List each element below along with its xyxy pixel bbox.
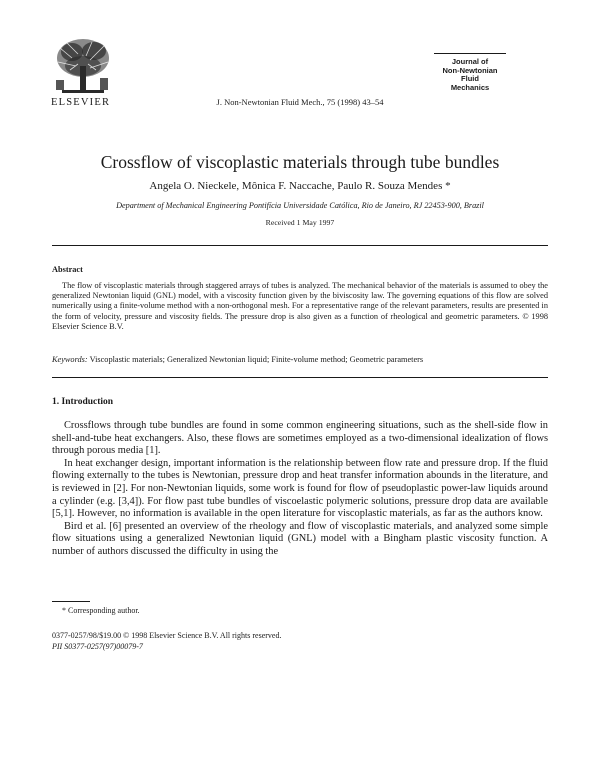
keywords-label: Keywords: xyxy=(52,355,88,364)
pii-line: PII S0377-0257(97)00079-7 xyxy=(52,642,143,651)
article-authors: Angela O. Nieckele, Mônica F. Naccache, Paulo R. Souza Mendes * xyxy=(149,180,451,192)
journal-logo-line: Mechanics xyxy=(450,82,490,92)
footnote: * Corresponding author. xyxy=(62,606,140,615)
journal-logo-line: Fluid xyxy=(461,74,479,83)
divider xyxy=(52,245,548,246)
author-affiliation: Department of Mechanical Engineering Pontifícia Universidade Católica, Rio de Janeiro, RJ 22453-900, Brazil xyxy=(116,201,484,210)
footnote-divider xyxy=(52,601,90,602)
body-paragraph: Crossflows through tube bundles are found in some common engineering situations, such as the shell-side flow in shell-and-tube heat exchangers. Also, these flows are sometimes employed as a two-dimensional idealization of flows through porous media [1]. xyxy=(52,420,548,457)
abstract-heading: Abstract xyxy=(52,265,83,274)
keywords xyxy=(52,355,548,364)
abstract-text: The flow of viscoplastic materials through staggered arrays of tubes is analyzed. The mechanical behavior of the materials is assumed to obey the generalized Newtonian liquid (GNL) model, with a viscosity function given by the biviscosity law. The governing equations of this flow are solved numerically using a finite-volume method with a non-orthogonal mesh. For a representative range of the relevant parameters, results are presented in the form of velocity, pressure and viscosity fields. The pressure drop is also given as a function of rheological and geometric parameters. © 1998 Elsevier Science B.V. xyxy=(52,281,548,331)
publisher-name: ELSEVIER xyxy=(51,97,111,108)
journal-citation: J. Non-Newtonian Fluid Mech., 75 (1998) 43–54 xyxy=(216,97,384,107)
section-heading: 1. Introduction xyxy=(52,397,114,407)
keywords-list: Viscoplastic materials; Generalized Newtonian liquid; Finite-volume method; Geometric parameters xyxy=(87,355,424,364)
body-paragraph: In heat exchanger design, important information is the relationship between flow rate and pressure drop. If the fluid flowing externally to the tubes is Newtonian, pressure drop and heat transfer information abounds in the literature, and is reviewed in [2]. For non-Newtonian liquids, some work is found for flow of pseudoplastic power-law liquids around a cylinder (e.g. [3,4]). For flow past tube bundles of viscoelastic polymeric solutions, pressure drop data are available [5,1]. However, no information is available in the open literature for viscoplastic materials, as far as the authors know. xyxy=(52,457,548,520)
article-title: Crossflow of viscoplastic materials through tube bundles xyxy=(100,152,500,172)
journal-logo xyxy=(434,53,506,100)
body-paragraph: Bird et al. [6] presented an overview of the rheology and flow of viscoplastic materials, and analyzed some simple flow situations using a generalized Newtonian liquid (GNL) model with a Bingham plastic viscosity function. A number of authors discussed the difficulty in using the xyxy=(52,520,548,557)
journal-logo-line: Journal of xyxy=(451,57,489,66)
divider xyxy=(52,377,548,378)
journal-logo-line: Non-Newtonian xyxy=(442,65,498,75)
received-date: Received 1 May 1997 xyxy=(265,218,335,227)
copyright-line: 0377-0257/98/$19.00 © 1998 Elsevier Science B.V. All rights reserved. xyxy=(52,631,282,640)
section-body xyxy=(52,420,548,559)
elsevier-tree-logo xyxy=(52,36,114,96)
